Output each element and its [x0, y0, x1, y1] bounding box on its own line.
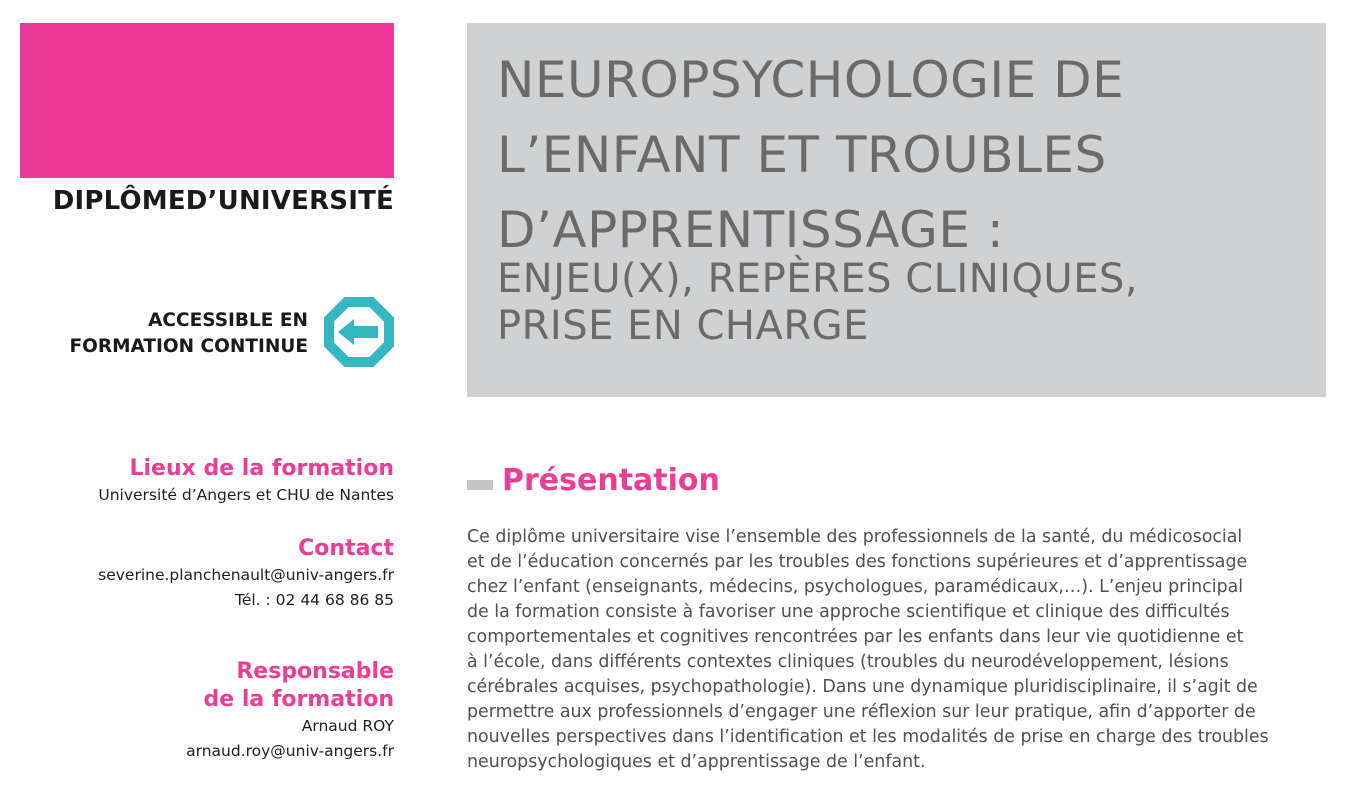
presentation-line: chez l’enfant (enseignants, médecins, psychologues, paramédicaux,…). L’enjeu principal	[467, 577, 1244, 597]
responsable-email[interactable]: arnaud.roy@univ-angers.fr	[186, 742, 394, 760]
title-box	[467, 23, 1326, 397]
accessible-line-1: ACCESSIBLE EN	[148, 310, 308, 331]
page-subtitle	[497, 256, 1138, 350]
presentation-line: nouvelles perspectives dans l’identification et les modalités de prise en charge des troubles	[467, 727, 1269, 747]
accessible-formation-continue	[20, 308, 308, 360]
presentation-line: et de l’éducation concernés par les troubles des fonctions supérieures et d’apprentissage	[467, 552, 1248, 572]
accessible-line-2: FORMATION CONTINUE	[69, 336, 308, 357]
presentation-line: neuropsychologiques et d’apprentissage de l’enfant.	[467, 752, 926, 772]
contact-section	[20, 535, 394, 613]
presentation-line: cérébrales acquises, psychopathologie). Dans une dynamique pluridisciplinaire, il s’agit de	[467, 677, 1258, 697]
page-title	[497, 43, 1124, 268]
diploma-label: DIPLÔMED’UNIVERSITÉ	[52, 186, 394, 216]
responsable-heading-2: de la formation	[203, 687, 394, 712]
responsable-name: Arnaud ROY	[301, 717, 394, 735]
presentation-body	[467, 525, 1317, 775]
section-dash-marker	[467, 480, 493, 490]
contact-heading: Contact	[298, 536, 394, 561]
presentation-line: de la formation consiste à favoriser une approche scientifique et clinique des difficultés	[467, 602, 1230, 622]
subtitle-line-1: ENJEU(X), REPÈRES CLINIQUES,	[497, 256, 1139, 302]
left-arrow-octagon-icon	[324, 297, 394, 367]
lieux-section	[20, 455, 394, 508]
title-line-2: L’ENFANT ET TROUBLES	[497, 126, 1107, 184]
title-line-3: D’APPRENTISSAGE :	[497, 201, 1005, 259]
pink-banner-block	[20, 23, 394, 178]
presentation-line: comportementales et cognitives rencontrées par les enfants dans leur vie quotidienne et	[467, 627, 1244, 647]
contact-phone: Tél. : 02 44 68 86 85	[234, 591, 394, 609]
lieux-text: Université d’Angers et CHU de Nantes	[98, 486, 394, 504]
title-line-1: NEUROPSYCHOLOGIE DE	[497, 51, 1125, 109]
presentation-line: permettre aux professionnels d’engager une réflexion sur leur pratique, afin d’apporter de	[467, 702, 1256, 722]
contact-email[interactable]: severine.planchenault@univ-angers.fr	[98, 566, 394, 584]
presentation-line: à l’école, dans différents contextes cliniques (troubles du neurodéveloppement, lésions	[467, 652, 1229, 672]
presentation-heading: Présentation	[502, 463, 720, 498]
lieux-heading: Lieux de la formation	[129, 456, 394, 481]
presentation-line: Ce diplôme universitaire vise l’ensemble des professionnels de la santé, du médicosocial	[467, 527, 1243, 547]
responsable-section	[20, 658, 394, 764]
subtitle-line-2: PRISE EN CHARGE	[497, 303, 869, 349]
responsable-heading-1: Responsable	[236, 659, 394, 684]
